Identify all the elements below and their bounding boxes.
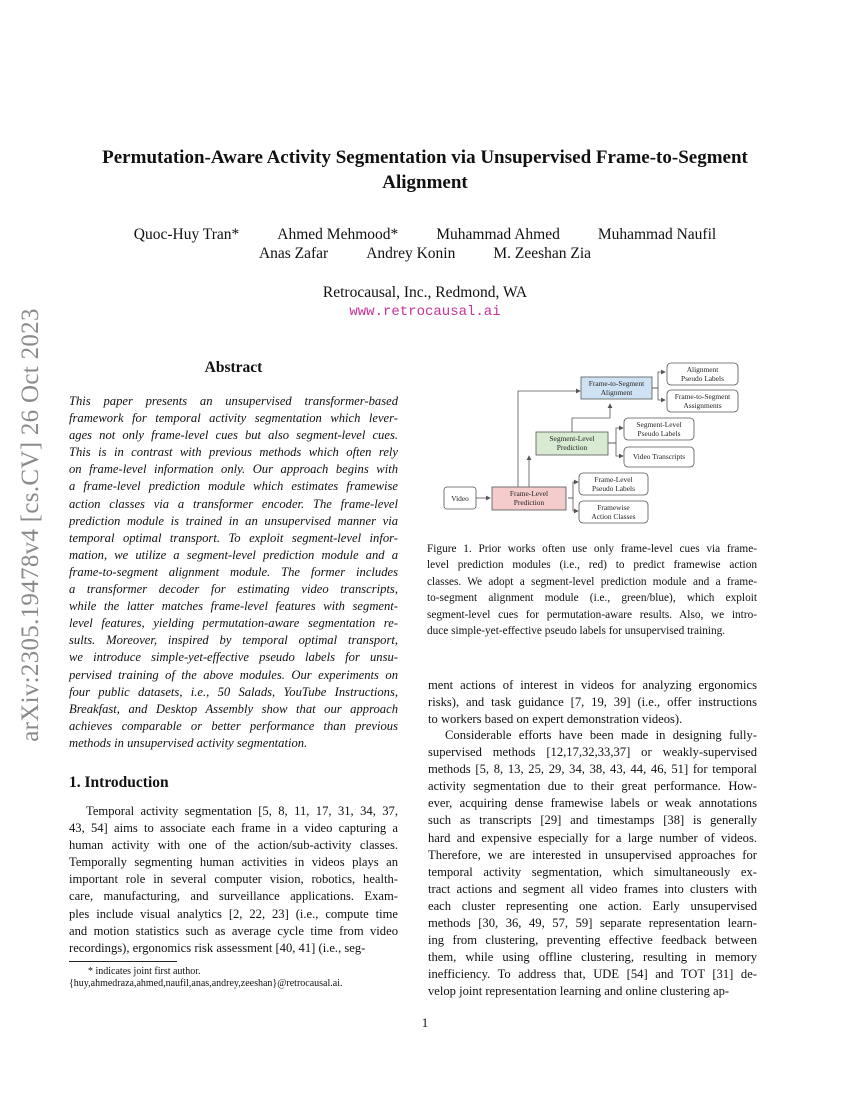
text-line: tract actions and segment all video frames into clusters with bbox=[428, 881, 757, 896]
authors-row-1 bbox=[60, 225, 790, 245]
text-line: a frame-level prediction module which estimates framewise bbox=[69, 479, 398, 494]
text-line: supervised methods [12,17,32,33,37] or weakly-supervised bbox=[428, 745, 757, 760]
text-line: action classes via a transformer encoder. The frame-level bbox=[69, 496, 398, 511]
text-line: to-segment alignment module (i.e., green/blue), which exploit bbox=[427, 592, 757, 605]
text-line: we introduce simple-yet-effective pseudo labels for unsu- bbox=[69, 650, 398, 665]
text-line: Temporally segmenting human activities in videos plays an bbox=[69, 855, 398, 870]
text-line: ever, acquiring dense framewise labels or weak annotations bbox=[428, 796, 757, 811]
video-label: Video bbox=[451, 494, 469, 503]
text-line: recordings), ergonomics risk assessment [40, 41] (i.e., seg- bbox=[69, 940, 366, 955]
page-number: 1 bbox=[421, 1015, 429, 1030]
text-line: Breakfast, and Desktop Assembly show that our approach bbox=[69, 701, 398, 716]
node-label: Prediction bbox=[513, 498, 545, 507]
text-line: temporal optimal transport. To exploit segment-level infor- bbox=[69, 530, 398, 545]
text-line: velop joint representation learning and online clustering ap- bbox=[428, 984, 730, 999]
node-label: Frame-Level bbox=[509, 489, 549, 498]
text-line: level features, yielding permutation-aware segmentation re- bbox=[69, 616, 398, 631]
text-line: duce simple-yet-effective pseudo labels for unsupervised training. bbox=[427, 625, 726, 638]
text-line: level prediction modules (i.e., red) to predict framewise action bbox=[427, 559, 757, 572]
affiliation: Retrocausal, Inc., Redmond, WA bbox=[322, 284, 528, 301]
authors-row-2 bbox=[60, 244, 790, 264]
node-label: Alignment bbox=[686, 365, 719, 374]
text-line: each cluster representing one action. Early unsupervised bbox=[428, 898, 757, 913]
figure-1-caption bbox=[427, 541, 757, 639]
text-line: hard and expensive especially for a large number of videos. bbox=[428, 830, 757, 845]
text-line: segment-level cues for permutation-aware results. Also, we intro- bbox=[427, 608, 757, 621]
node-label: Pseudo Labels bbox=[592, 484, 635, 493]
text-line: Considerable efforts have been made in designing fully- bbox=[445, 728, 757, 742]
title-line: Alignment bbox=[382, 172, 468, 193]
text-line: important role in several computer vision, robotics, health- bbox=[69, 872, 398, 887]
text-line: achieves comparable or better performance than previous bbox=[69, 718, 398, 733]
abstract-heading: Abstract bbox=[204, 359, 263, 376]
author: Muhammad Naufil bbox=[597, 226, 717, 243]
author: M. Zeeshan Zia bbox=[493, 245, 592, 262]
text-line: activity segmentation due to their great performance. How- bbox=[428, 779, 757, 794]
text-line: This is in contrast with previous methods which often rely bbox=[69, 445, 398, 460]
text-line: ment actions of interest in videos for analyzing ergonomics bbox=[428, 678, 757, 692]
text-line: ing from clustering, preventing effective feedback between bbox=[428, 933, 757, 948]
footnote-emails: {huy,ahmedraza,ahmed,naufil,anas,andrey,zeeshan}@retrocausal.ai. bbox=[69, 978, 343, 989]
text-line: sults. Moreover, inspired by temporal optimal transport, bbox=[69, 633, 398, 648]
text-line: methods [5, 8, 13, 25, 29, 34, 38, 43, 44, 46, 51] for temporal bbox=[428, 762, 757, 777]
author: Ahmed Mehmood* bbox=[277, 226, 399, 243]
node-label: Frame-Level bbox=[594, 475, 633, 484]
text-line: prediction module is trained in an unsupervised manner via bbox=[69, 513, 398, 528]
introduction-heading: 1. Introduction bbox=[69, 774, 169, 791]
node-label: Assignments bbox=[683, 401, 722, 410]
right-paragraph-1 bbox=[428, 677, 757, 728]
title-line: Permutation-Aware Activity Segmentation via Unsupervised Frame-to-Segment bbox=[102, 147, 748, 168]
text-line: ages not only frame-level cues but also segment-level cues. bbox=[69, 428, 398, 443]
text-line: frame-to-segment alignment module. The former includes bbox=[69, 564, 398, 579]
text-line: them, while using offline clustering, resulting in memory bbox=[428, 950, 757, 965]
footnote-rule bbox=[69, 961, 177, 962]
text-line: such as transcripts [29] and timestamps [38] is generally bbox=[428, 813, 757, 828]
author: Quoc-Huy Tran* bbox=[133, 226, 240, 243]
abstract-body bbox=[69, 393, 398, 752]
text-line: risks), and task guidance [7, 19, 39] (i.e., offer instructions bbox=[428, 695, 757, 710]
node-label: Frame-to-Segment bbox=[674, 392, 731, 401]
paper-title bbox=[60, 145, 790, 195]
author: Muhammad Ahmed bbox=[436, 226, 560, 243]
text-line: mation, we utilize a segment-level prediction module and a bbox=[69, 547, 398, 562]
text-line: 43, 54] aims to associate each frame in a video capturing a bbox=[69, 821, 398, 836]
author: Andrey Konin bbox=[366, 245, 456, 262]
text-line: care, manufacturing, and surveillance applications. Exam- bbox=[69, 889, 398, 904]
text-line: This paper presents an unsupervised transformer-based bbox=[69, 394, 398, 408]
figure-1-diagram bbox=[440, 358, 745, 530]
node-label: Pseudo Labels bbox=[681, 374, 724, 383]
node-label: Segment-Level bbox=[636, 420, 682, 429]
node-label: Frame-to-Segment bbox=[588, 379, 645, 388]
node-label: Alignment bbox=[600, 388, 633, 397]
arxiv-stamp-text: arXiv:2305.19478v4 [cs.CV] 26 Oct 2023 bbox=[17, 308, 44, 742]
text-line: temporal activity segmentation, which simultaneously ex- bbox=[428, 864, 757, 879]
text-line: human activity with one of the action/sub-activity classes. bbox=[69, 838, 398, 853]
introduction-body bbox=[69, 803, 398, 957]
author: Anas Zafar bbox=[258, 245, 329, 262]
text-line: pervised training of the above modules. Our experiments on bbox=[69, 667, 398, 682]
text-line: classes. We adopt a segment-level prediction module and a frame- bbox=[427, 575, 757, 588]
text-line: a transformer decoder for estimating video transcripts, bbox=[69, 582, 398, 597]
node-label: Pseudo Labels bbox=[637, 429, 681, 438]
text-line: methods [30, 36, 49, 57, 59] separate representation learn- bbox=[428, 916, 757, 931]
affiliation-url[interactable]: www.retrocausal.ai bbox=[349, 304, 501, 320]
node-label: Segment-Level bbox=[549, 434, 595, 443]
text-line: to workers based on expert demonstration videos). bbox=[428, 712, 683, 727]
text-line: Temporal activity segmentation [5, 8, 11, 17, 31, 34, 37, bbox=[86, 804, 398, 818]
node-label: Prediction bbox=[556, 443, 588, 452]
node-label: Video Transcripts bbox=[632, 452, 686, 461]
text-line: while the latter matches frame-level features with segment- bbox=[69, 599, 398, 614]
node-label: Framewise bbox=[597, 503, 630, 512]
footnote-joint-author: * indicates joint first author. bbox=[88, 966, 201, 977]
text-line: ples include visual analytics [2, 22, 23] (i.e., compute time bbox=[69, 906, 398, 921]
right-paragraph-2 bbox=[428, 727, 757, 1001]
text-line: inefficiency. To address that, UDE [54] and TOT [31] de- bbox=[428, 967, 757, 982]
text-line: methods in unsupervised activity segmentation. bbox=[69, 735, 308, 750]
text-line: framework for temporal activity segmentation which lever- bbox=[69, 411, 398, 426]
text-line: Figure 1. Prior works often use only frame-level cues via frame- bbox=[427, 543, 757, 555]
text-line: four public datasets, i.e., 50 Salads, YouTube Instructions, bbox=[69, 684, 398, 699]
text-line: and motion statistics such as average cycle time from video bbox=[69, 923, 398, 938]
arxiv-stamp bbox=[11, 295, 51, 755]
node-label: Action Classes bbox=[591, 512, 636, 521]
text-line: on frame-level information only. Our approach begins with bbox=[69, 462, 398, 477]
text-line: Therefore, we are interested in unsupervised approaches for bbox=[428, 847, 757, 862]
